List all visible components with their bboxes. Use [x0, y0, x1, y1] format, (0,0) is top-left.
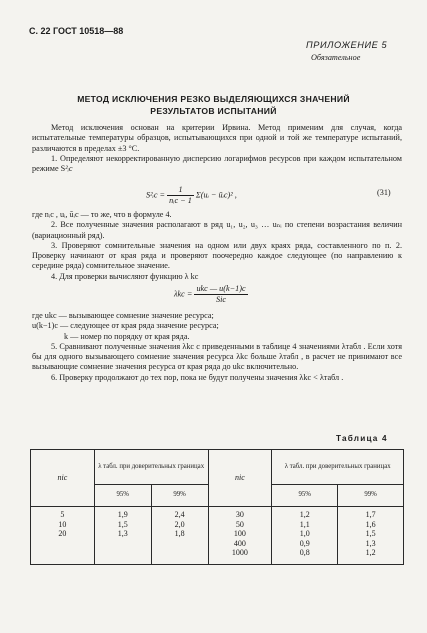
table-col-n-left — [31, 507, 95, 565]
paragraph-6: 6. Проверку продолжают до тех пор, пока не будут получены значения λkc < λтабл . — [51, 372, 344, 382]
cell: 1,2 — [365, 548, 376, 557]
table-col-99-right — [338, 507, 404, 565]
formula-31-rhs: Σ(uᵢ − ūᵢc)² , — [195, 190, 237, 200]
cell: 1,3 — [365, 538, 376, 548]
table-header-n-right: nic — [208, 450, 272, 507]
paragraph-5: 5. Сравнивают полученные значения λkc с приведенными в таблице 4 значениями λтабл . Если хотя бы для одного вызывающего сомнение значения ресурса λkc больше λтабл , в расчет не принимают все вызывающие сомнение значения ресурса от края ряда до ukc включительно. — [32, 341, 402, 372]
formula-31-fraction — [167, 185, 194, 207]
where-1: где ukc — вызывающее сомнение значение ресурса; — [32, 311, 214, 320]
paragraph-4: 4. Для проверки вычисляют функцию λ kc — [51, 271, 199, 281]
paragraph-2: 2. Все полученные значения располагают в ряд u₁, u₂, u₃ … uₙᵢ по степени возрастания величин (вариационный ряд). — [32, 220, 402, 240]
table-header-n-left: nic — [31, 450, 95, 507]
table-header-99-right: 99% — [338, 485, 404, 507]
paragraph-intro: Метод исключения основан на критерии Ирвина. Метод применим для случая, когда испытательные температуры образцов, испытывающихся при одной и той же температуре испытаний, различаются в пределах ±3 °С. — [32, 123, 402, 153]
cell: 1,2 — [299, 510, 310, 519]
cell: 0,9 — [299, 538, 310, 548]
table-4 — [30, 449, 404, 565]
where-3: k — номер по порядку от края ряда. — [64, 331, 190, 341]
paragraph-1 — [32, 154, 402, 175]
table-col-n-right — [208, 507, 272, 565]
table-col-95-left — [94, 507, 151, 565]
body-block-2 — [32, 210, 402, 282]
cell: 1,3 — [117, 529, 128, 538]
table-header-lambda-right: λ табл. при доверительных границах — [272, 450, 404, 485]
table-header-95-left: 95% — [94, 485, 151, 507]
cell: 1,0 — [299, 529, 310, 538]
cell: 1,8 — [174, 529, 185, 538]
cell: 100 — [233, 529, 246, 538]
cell: 1,7 — [365, 510, 376, 519]
paragraph-3: 3. Проверяют сомнительные значения на одном или двух краях ряда, составленного по п. 2. Проверку начинают от края ряда и проверяют поочередно каждое следующее (по направлению к середине ряда) сомнительное значение. — [32, 240, 402, 271]
formula-lambda — [174, 284, 248, 306]
table-header-99-left: 99% — [151, 485, 208, 507]
cell: 1,5 — [365, 529, 376, 538]
body-block-1 — [32, 123, 402, 174]
table-row — [31, 507, 404, 565]
cell: 30 — [235, 510, 244, 519]
paragraph-1b: где nᵢc , uᵢ, ūᵢc — то же, что в формуле 4. — [32, 210, 172, 219]
where-2: u(k−1)c — следующее от края ряда значение ресурса; — [32, 321, 219, 331]
cell: 20 — [58, 529, 67, 538]
formula-lambda-fraction — [194, 284, 247, 306]
formula-lambda-numerator: ukc — u(k−1)c — [194, 284, 247, 295]
formula-31 — [146, 185, 237, 207]
table-header-lambda-left: λ табл. при доверительных границах — [94, 450, 208, 485]
cell: 50 — [235, 519, 244, 529]
table-col-95-right — [272, 507, 338, 565]
cell: 2,0 — [174, 519, 185, 529]
appendix-status: Обязательное — [311, 53, 361, 62]
cell: 10 — [58, 519, 67, 529]
cell: 0,8 — [299, 548, 310, 557]
cell: 2,4 — [174, 510, 185, 519]
cell: 1000 — [231, 548, 248, 557]
formula-31-lhs: S²ᵢc = — [146, 190, 166, 200]
body-block-3 — [32, 311, 402, 383]
section-title-line1: МЕТОД ИСКЛЮЧЕНИЯ РЕЗКО ВЫДЕЛЯЮЩИХСЯ ЗНАЧЕНИЙ — [77, 94, 350, 104]
section-title-line2: РЕЗУЛЬТАТОВ ИСПЫТАНИЙ — [150, 106, 277, 116]
table-header-95-right: 95% — [272, 485, 338, 507]
page-header: С. 22 ГОСТ 10518—88 — [29, 26, 124, 36]
cell: 1,6 — [365, 519, 376, 529]
table-caption: Таблица 4 — [336, 434, 388, 443]
formula-31-denominator: nᵢc − 1 — [169, 196, 192, 206]
formula-lambda-denominator: Sic — [216, 295, 227, 305]
appendix-label: ПРИЛОЖЕНИЕ 5 — [306, 40, 388, 50]
table-col-99-left — [151, 507, 208, 565]
cell: 1,9 — [117, 510, 128, 519]
paragraph-1-symbol: ²ᵢc — [65, 164, 73, 173]
formula-31-number: (31) — [377, 188, 391, 197]
formula-31-numerator: 1 — [167, 185, 194, 196]
cell: 1,1 — [299, 519, 310, 529]
formula-lambda-lhs: λkc = — [174, 289, 193, 299]
cell: 5 — [60, 510, 65, 519]
paragraph-1-text: 1. Определяют некорректированную дисперсию логарифмов ресурсов при каждом испытательном режиме S — [32, 153, 402, 173]
cell: 400 — [233, 538, 246, 548]
cell: 1,5 — [117, 519, 128, 529]
